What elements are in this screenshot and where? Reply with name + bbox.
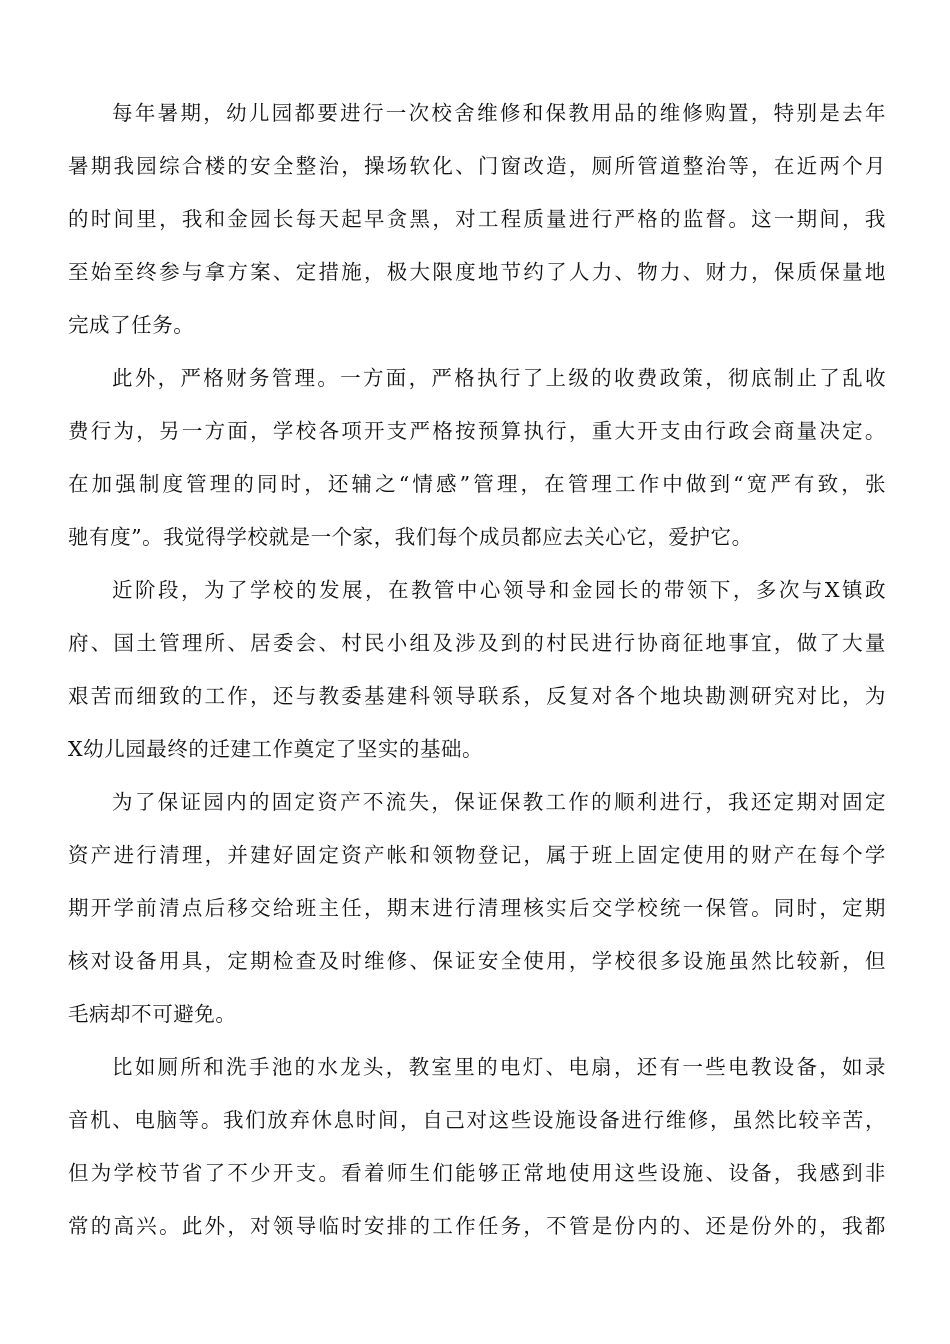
paragraph — [68, 92, 886, 357]
text-line: 此外，严格财务管理。一方面，严格执行了上级的收费政策，彻底制止了乱收 — [112, 366, 886, 390]
text-line: 完成了任务。 — [68, 313, 195, 337]
text-line: 核对设备用具，定期检查及时维修、保证安全使用，学校很多设施虽然比较新，但 — [68, 949, 886, 973]
paragraph — [68, 569, 886, 781]
text-line: 至始至终参与拿方案、定措施，极大限度地节约了人力、物力、财力，保质保量地 — [68, 260, 886, 284]
text-line: 暑期我园综合楼的安全整治，操场软化、门窗改造，厕所管道整治等，在近两个月 — [68, 154, 886, 178]
text-line: 比如厕所和洗手池的水龙头，教室里的电灯、电扇，还有一些电教设备，如录 — [112, 1055, 886, 1079]
text-line: 府、国土管理所、居委会、村民小组及涉及到的村民进行协商征地事宜，做了大量 — [68, 631, 886, 655]
paragraph — [68, 357, 886, 569]
text-line: 资产进行清理，并建好固定资产帐和领物登记，属于班上固定使用的财产在每个学 — [68, 843, 886, 867]
text-line: 近阶段，为了学校的发展，在教管中心领导和金园长的带领下，多次与X镇政 — [112, 578, 886, 602]
text-line: 音机、电脑等。我们放弃休息时间，自己对这些设施设备进行维修，虽然比较辛苦， — [68, 1108, 886, 1132]
text-line: 为了保证园内的固定资产不流失，保证保教工作的顺利进行，我还定期对固定 — [112, 790, 886, 814]
document-page — [68, 92, 886, 1258]
text-line: 艰苦而细致的工作，还与教委基建科领导联系，反复对各个地块勘测研究对比，为 — [68, 684, 886, 708]
text-line: 毛病却不可避免。 — [68, 1002, 237, 1026]
text-line: 在加强制度管理的同时，还辅之“情感”管理，在管理工作中做到“宽严有致，张 — [68, 472, 886, 496]
text-line: 期开学前清点后移交给班主任，期末进行清理核实后交学校统一保管。同时，定期 — [68, 896, 886, 920]
paragraph — [68, 1046, 886, 1258]
text-line: 但为学校节省了不少开支。看着师生们能够正常地使用这些设施、设备，我感到非 — [68, 1161, 886, 1185]
text-line: 常的高兴。此外，对领导临时安排的工作任务，不管是份内的、还是份外的，我都 — [68, 1214, 886, 1238]
text-line: 每年暑期，幼儿园都要进行一次校舍维修和保教用品的维修购置，特别是去年 — [112, 101, 886, 125]
text-line: X幼儿园最终的迁建工作奠定了坚实的基础。 — [68, 737, 484, 761]
text-line: 费行为，另一方面，学校各项开支严格按预算执行，重大开支由行政会商量决定。 — [68, 419, 886, 443]
text-line: 驰有度”。我觉得学校就是一个家，我们每个成员都应去关心它，爱护它。 — [68, 525, 753, 549]
text-line: 的时间里，我和金园长每天起早贪黑，对工程质量进行严格的监督。这一期间，我 — [68, 207, 886, 231]
paragraph — [68, 781, 886, 1046]
